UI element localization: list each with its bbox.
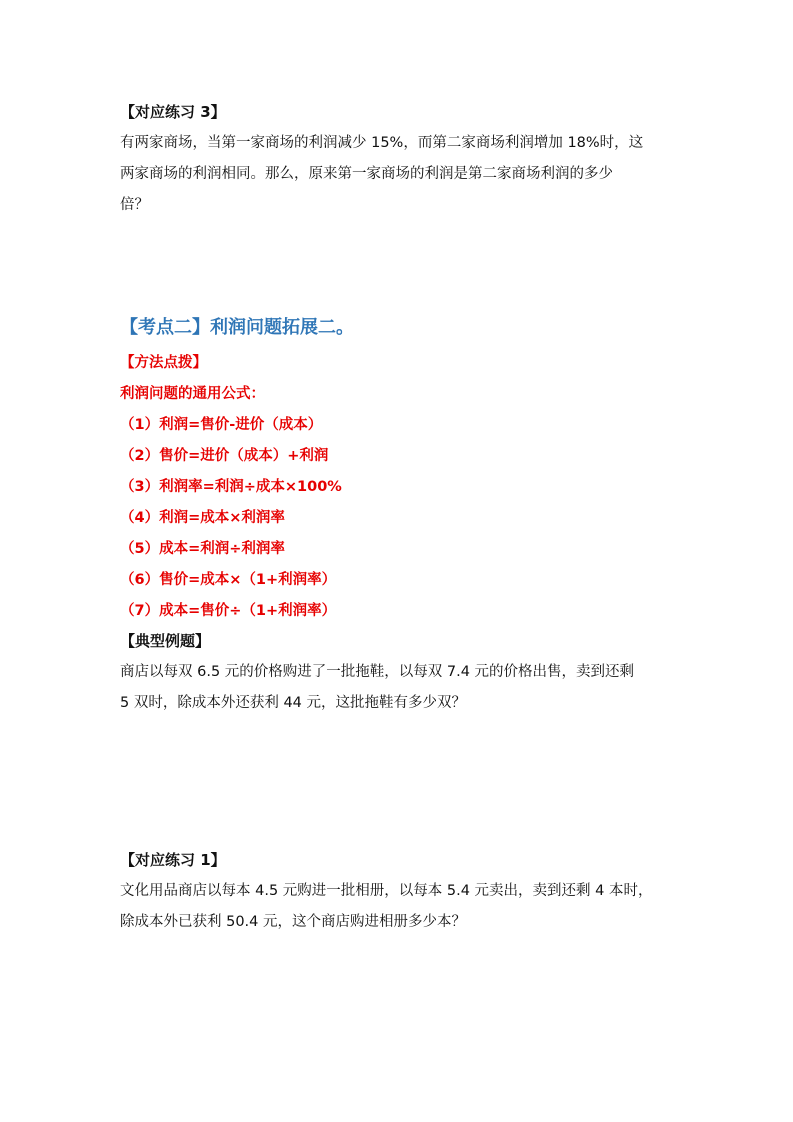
practice-3-line-3: 倍？	[120, 197, 149, 213]
practice-1-question	[120, 876, 680, 938]
example-line-1: 商店以每双 6.5 元的价格购进了一批拖鞋，以每双 7.4 元的价格出售，卖到还剩	[120, 664, 635, 680]
practice-1-line-2: 除成本外已获利 50.4 元，这个商店购进相册多少本？	[120, 914, 467, 930]
practice-3-heading: 【对应练习 3】	[120, 103, 226, 121]
formula-3: （3）利润率=利润÷成本×100%	[120, 479, 342, 495]
practice-3-question	[120, 128, 680, 221]
practice-1-line-1: 文化用品商店以每本 4.5 元购进一批相册，以每本 5.4 元卖出，卖到还剩 4 本时，	[120, 883, 653, 899]
practice-3-line-1: 有两家商场，当第一家商场的利润减少 15%，而第二家商场利润增加 18%时，这	[120, 135, 644, 151]
method-intro: 利润问题的通用公式：	[120, 386, 265, 402]
practice-3-line-2: 两家商场的利润相同。那么，原来第一家商场的利润是第二家商场利润的多少	[120, 166, 613, 182]
formula-1: （1）利润=售价-进价（成本）	[120, 417, 323, 433]
practice-1-heading: 【对应练习 1】	[120, 851, 226, 869]
method-heading: 【方法点拨】	[120, 355, 207, 371]
formula-5: （5）成本=利润÷利润率	[120, 541, 285, 557]
formula-2: （2）售价=进价（成本）+利润	[120, 448, 329, 464]
formula-4: （4）利润=成本×利润率	[120, 510, 285, 526]
example-line-2: 5 双时，除成本外还获利 44 元，这批拖鞋有多少双？	[120, 695, 467, 711]
example-heading: 【典型例题】	[120, 632, 211, 650]
formula-6: （6）售价=成本×（1+利润率）	[120, 572, 337, 588]
section-title: 【考点二】利润问题拓展二。	[120, 317, 354, 338]
example-question	[120, 657, 680, 719]
formula-7: （7）成本=售价÷（1+利润率）	[120, 603, 337, 619]
